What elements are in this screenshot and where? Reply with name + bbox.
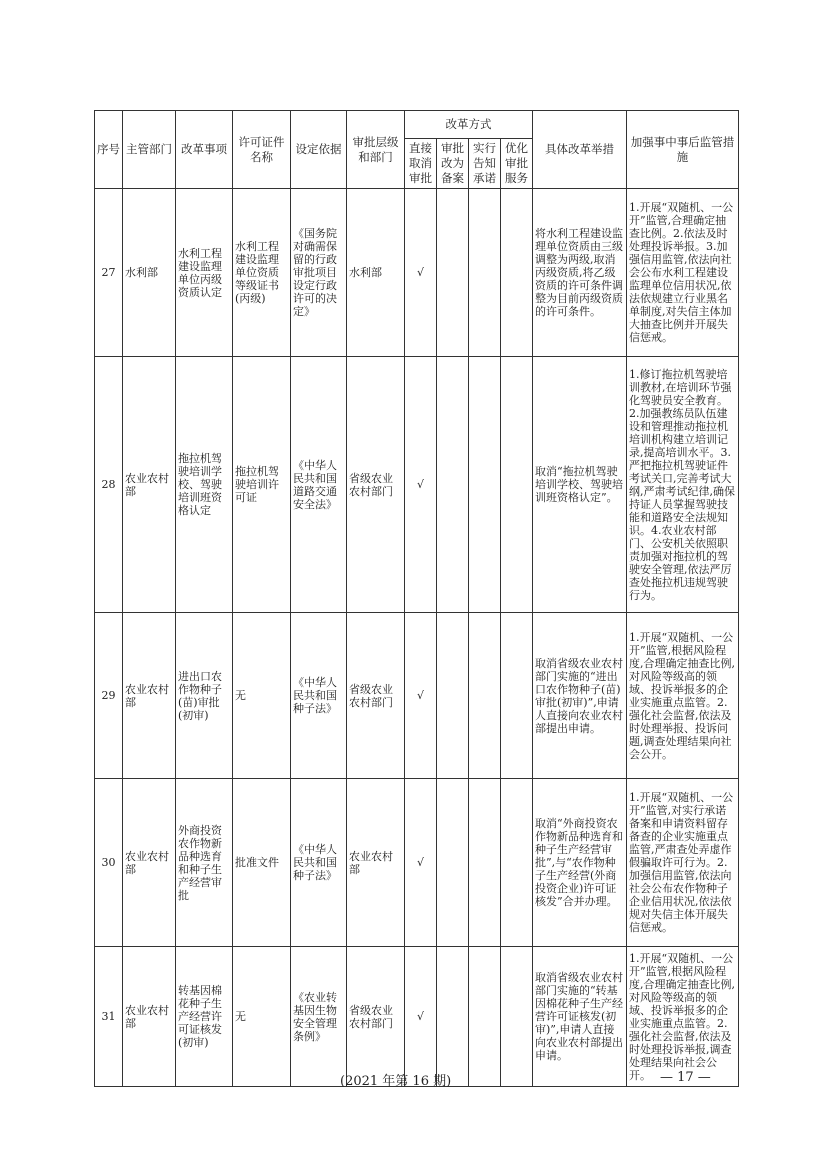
row-level: 省级农业农村部门: [347, 947, 405, 1087]
row-basis: 《农业转基因生物安全管理条例》: [291, 947, 347, 1087]
header-m2: 审批改为备案: [437, 139, 469, 189]
row-basis: 《国务院对确需保留的行政审批项目设定行政许可的决定》: [291, 189, 347, 357]
row-m1: √: [405, 357, 437, 613]
row-dept: 农业农村部: [123, 613, 176, 779]
row-supervision: 1.修订拖拉机驾驶培训教材,在培训环节强化驾驶员安全教育。2.加强教练员队伍建设和管理推动拖拉机培训机构建立培训记录,提高培训水平。3.严把拖拉机驾驶证件考试关口,完善考试大纲,严肃考试纪律,确保持证人员掌握驾驶技能和道路安全法规知识。4.农业农村部门、公安机关依照职责加强对拖拉机的驾驶安全管理,依法严厉查处拖拉机违规驾驶行为。: [627, 357, 739, 613]
header-m3: 实行告知承诺: [469, 139, 501, 189]
header-seq: 序号: [95, 111, 123, 189]
row-supervision: 1.开展“双随机、一公开”监管,合理确定抽查比例。2.依法及时处理投诉举报。3.加强信用监管,依法向社会公布水利工程建设监理单位信用状况,依法依规建立行业黑名单制度,对失信主体加大抽查比例并开展失信惩戒。: [627, 189, 739, 357]
issue-number: (2021 年第 16 期): [340, 1074, 452, 1089]
header-supervision: 加强事中事后监管措施: [627, 111, 739, 189]
row-license: 批准文件: [233, 779, 291, 947]
row-measures: 取消“外商投资农作物新品种选育和种子生产经营审批”,与“农作物种子生产经营(外商投资企业)许可证核发”合并办理。: [533, 779, 627, 947]
row-m4: [501, 947, 533, 1087]
row-m1: √: [405, 613, 437, 779]
row-basis: 《中华人民共和国道路交通安全法》: [291, 357, 347, 613]
row-m2: [437, 357, 469, 613]
row-m2: [437, 947, 469, 1087]
row-seq: 31: [95, 947, 123, 1087]
page-number: — 17 —: [660, 1070, 711, 1085]
table-row: [95, 189, 739, 357]
row-m1: √: [405, 189, 437, 357]
header-measures: 具体改革举措: [533, 111, 627, 189]
row-m3: [469, 613, 501, 779]
row-level: 农业农村部: [347, 779, 405, 947]
row-license: 拖拉机驾驶培训许可证: [233, 357, 291, 613]
row-m2: [437, 779, 469, 947]
row-level: 省级农业农村部门: [347, 613, 405, 779]
header-m1: 直接取消审批: [405, 139, 437, 189]
row-m4: [501, 189, 533, 357]
row-measures: 将水利工程建设监理单位资质由三级调整为两级,取消丙级资质,将乙级资质的许可条件调整为目前丙级资质的许可条件。: [533, 189, 627, 357]
table-row: [95, 613, 739, 779]
row-dept: 农业农村部: [123, 357, 176, 613]
row-dept: 农业农村部: [123, 779, 176, 947]
row-m4: [501, 779, 533, 947]
row-license: 水利工程建设监理单位资质等级证书(丙级): [233, 189, 291, 357]
row-seq: 27: [95, 189, 123, 357]
row-dept: 农业农村部: [123, 947, 176, 1087]
table-row: [95, 779, 739, 947]
row-m3: [469, 189, 501, 357]
row-m3: [469, 357, 501, 613]
row-basis: 《中华人民共和国种子法》: [291, 613, 347, 779]
row-item: 转基因棉花种子生产经营许可证核发(初审): [176, 947, 233, 1087]
row-item: 进出口农作物种子(苗)审批(初审): [176, 613, 233, 779]
row-supervision: 1.开展“双随机、一公开”监管,根据风险程度,合理确定抽查比例,对风险等级高的领域、投诉举报多的企业实施重点监管。2.强化社会监督,依法及时处理投诉举报,调查处理结果向社会公开。: [627, 947, 739, 1087]
row-level: 水利部: [347, 189, 405, 357]
row-measures: 取消省级农业农村部门实施的“进出口农作物种子(苗)审批(初审)”,申请人直接向农业农村部提出申请。: [533, 613, 627, 779]
row-m4: [501, 357, 533, 613]
row-license: 无: [233, 947, 291, 1087]
row-item: 外商投资农作物新品种选育和种子生产经营审批: [176, 779, 233, 947]
table-row: [95, 357, 739, 613]
header-dept: 主管部门: [123, 111, 176, 189]
row-level: 省级农业农村部门: [347, 357, 405, 613]
reform-table: [94, 110, 739, 1087]
header-basis: 设定依据: [291, 111, 347, 189]
row-item: 水利工程建设监理单位丙级资质认定: [176, 189, 233, 357]
header-level: 审批层级和部门: [347, 111, 405, 189]
row-measures: 取消省级农业农村部门实施的“转基因棉花种子生产经营许可证核发(初审)”,申请人直接向农业农村部提出申请。: [533, 947, 627, 1087]
row-m3: [469, 779, 501, 947]
row-basis: 《中华人民共和国种子法》: [291, 779, 347, 947]
row-m1: √: [405, 779, 437, 947]
header-method-group: 改革方式: [405, 111, 533, 139]
row-m4: [501, 613, 533, 779]
header-item: 改革事项: [176, 111, 233, 189]
row-dept: 水利部: [123, 189, 176, 357]
row-license: 无: [233, 613, 291, 779]
row-measures: 取消“拖拉机驾驶培训学校、驾驶培训班资格认定”。: [533, 357, 627, 613]
row-m1: √: [405, 947, 437, 1087]
row-supervision: 1.开展“双随机、一公开”监管,根据风险程度,合理确定抽查比例,对风险等级高的领域、投诉举报多的企业实施重点监管。2.强化社会监督,依法及时处理举报、投诉问题,调查处理结果向社会公开。: [627, 613, 739, 779]
row-seq: 29: [95, 613, 123, 779]
header-license: 许可证件名称: [233, 111, 291, 189]
row-seq: 28: [95, 357, 123, 613]
row-m2: [437, 613, 469, 779]
row-m2: [437, 189, 469, 357]
row-m3: [469, 947, 501, 1087]
row-seq: 30: [95, 779, 123, 947]
table-row: [95, 947, 739, 1087]
row-item: 拖拉机驾驶培训学校、驾驶培训班资格认定: [176, 357, 233, 613]
row-supervision: 1.开展“双随机、一公开”监管,对实行承诺备案和申请资料留存备查的企业实施重点监管,严肃查处弄虚作假骗取许可行为。2.加强信用监管,依法向社会公布农作物种子企业信用状况,依法依规对失信主体开展失信惩戒。: [627, 779, 739, 947]
header-m4: 优化审批服务: [501, 139, 533, 189]
